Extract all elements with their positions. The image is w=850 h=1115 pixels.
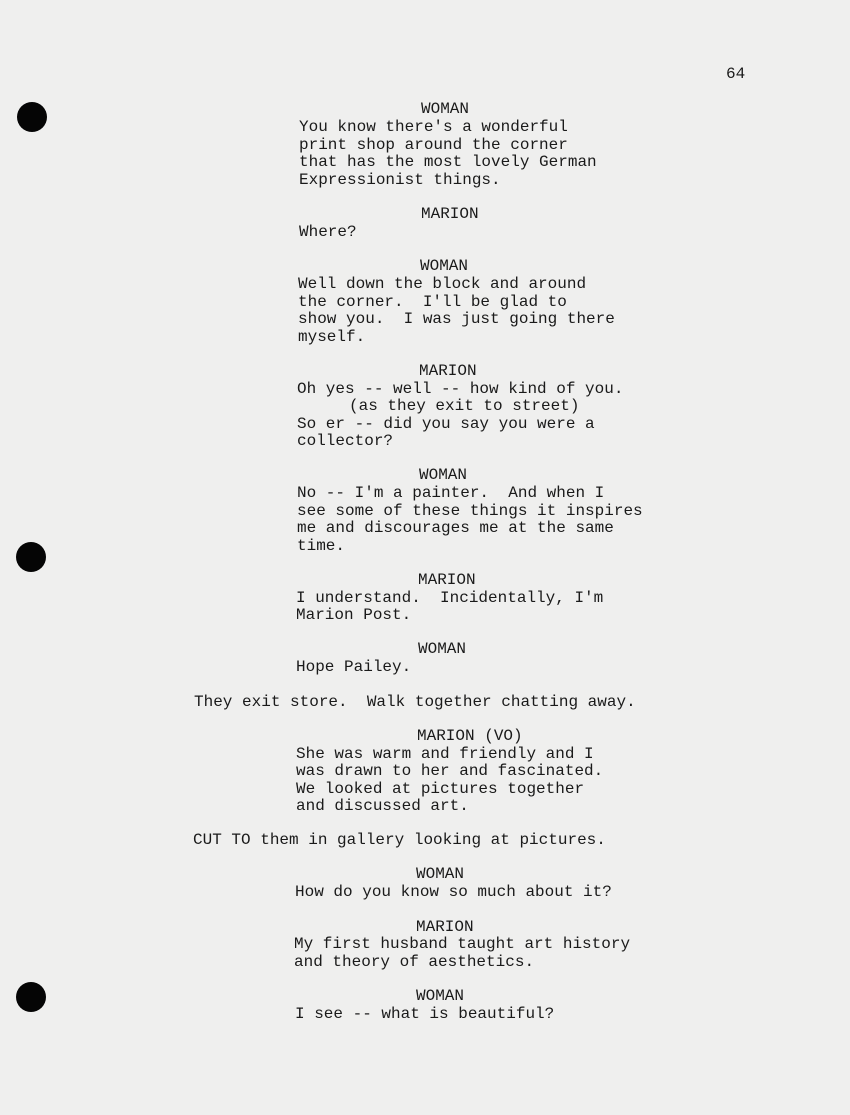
dialogue-line: show you. I was just going there bbox=[298, 310, 615, 328]
page-number: 64 bbox=[726, 65, 746, 83]
dialogue-line: that has the most lovely German bbox=[299, 153, 597, 171]
character-name: WOMAN bbox=[416, 865, 465, 883]
dialogue-line: I understand. Incidentally, I'm bbox=[296, 589, 604, 607]
dialogue-line: I see -- what is beautiful? bbox=[295, 1005, 555, 1023]
character-name: WOMAN bbox=[416, 987, 465, 1005]
dialogue-line: myself. bbox=[298, 328, 366, 346]
dialogue-line: time. bbox=[297, 537, 346, 555]
punch-hole-bottom bbox=[16, 982, 46, 1012]
dialogue-line: Oh yes -- well -- how kind of you. bbox=[297, 380, 624, 398]
dialogue-line: She was warm and friendly and I bbox=[296, 745, 594, 763]
character-name: MARION bbox=[419, 362, 477, 380]
dialogue-line: Marion Post. bbox=[296, 606, 412, 624]
dialogue-line: No -- I'm a painter. And when I bbox=[297, 484, 605, 502]
character-name: WOMAN bbox=[421, 100, 470, 118]
dialogue-line: and theory of aesthetics. bbox=[294, 953, 535, 971]
dialogue-line: You know there's a wonderful bbox=[299, 118, 568, 136]
action-line: They exit store. Walk together chatting away. bbox=[194, 693, 636, 711]
dialogue-line: the corner. I'll be glad to bbox=[298, 293, 567, 311]
dialogue-line: We looked at pictures together bbox=[296, 780, 585, 798]
dialogue-line: Expressionist things. bbox=[299, 171, 501, 189]
dialogue-line: was drawn to her and fascinated. bbox=[296, 762, 604, 780]
dialogue-line: print shop around the corner bbox=[299, 136, 568, 154]
character-name: MARION (VO) bbox=[417, 727, 523, 745]
dialogue-line: me and discourages me at the same bbox=[297, 519, 614, 537]
character-name: MARION bbox=[421, 205, 479, 223]
character-name: WOMAN bbox=[418, 640, 467, 658]
dialogue-line: How do you know so much about it? bbox=[295, 883, 612, 901]
punch-hole-top bbox=[17, 102, 47, 132]
parenthetical: (as they exit to street) bbox=[349, 397, 580, 415]
punch-hole-middle bbox=[16, 542, 46, 572]
character-name: WOMAN bbox=[419, 466, 468, 484]
character-name: WOMAN bbox=[420, 257, 469, 275]
character-name: MARION bbox=[418, 571, 476, 589]
dialogue-line: My first husband taught art history bbox=[294, 935, 631, 953]
character-name: MARION bbox=[416, 918, 474, 936]
dialogue-line: So er -- did you say you were a bbox=[297, 415, 595, 433]
dialogue-line: see some of these things it inspires bbox=[297, 502, 643, 520]
dialogue-line: Well down the block and around bbox=[298, 275, 587, 293]
dialogue-line: and discussed art. bbox=[296, 797, 469, 815]
action-line: CUT TO them in gallery looking at pictures. bbox=[193, 831, 606, 849]
dialogue-line: Where? bbox=[299, 223, 357, 241]
dialogue-line: Hope Pailey. bbox=[296, 658, 412, 676]
dialogue-line: collector? bbox=[297, 432, 394, 450]
